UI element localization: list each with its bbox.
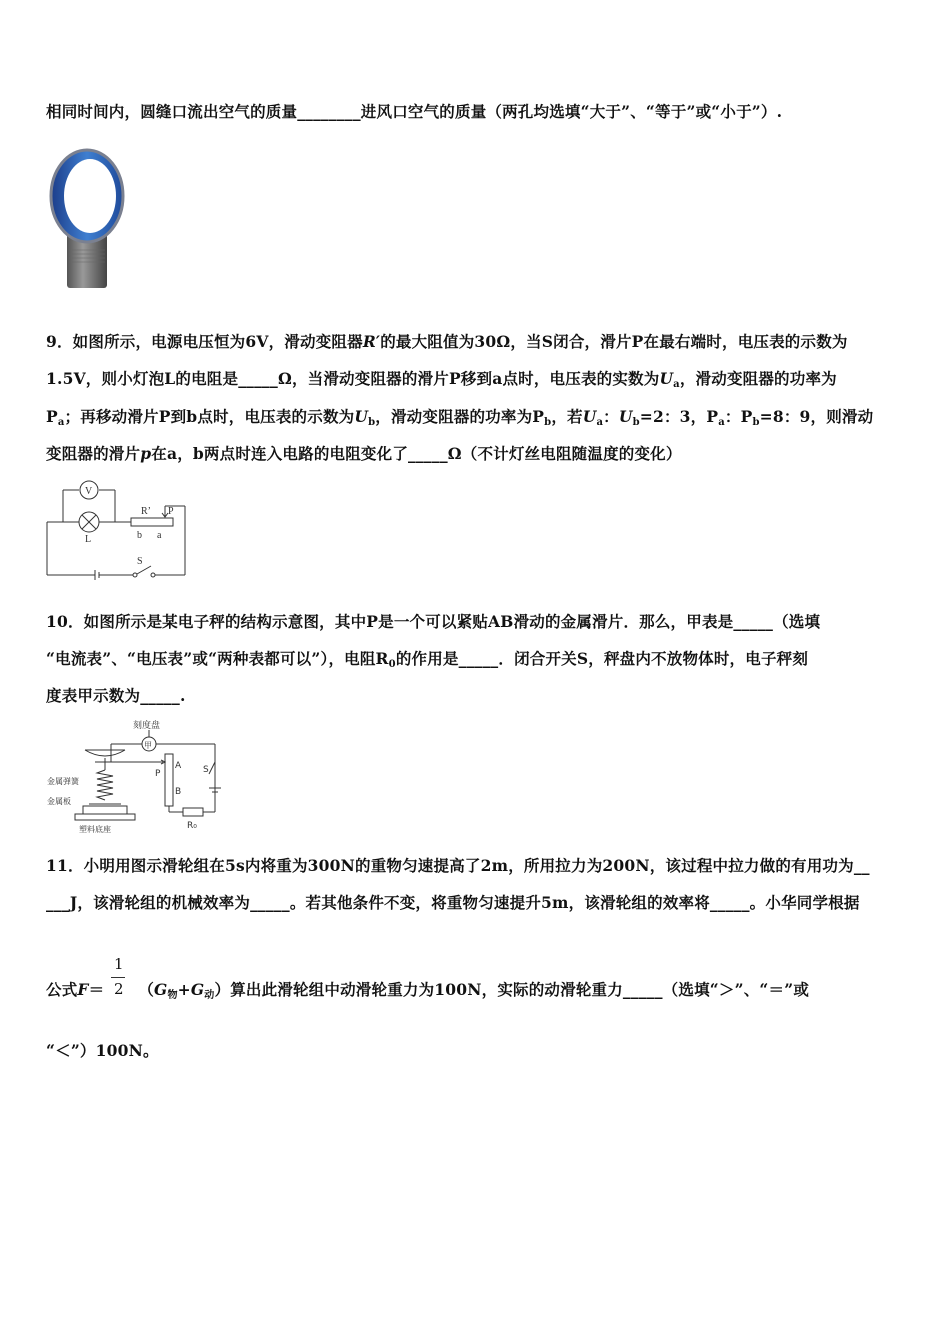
r0-label: R₀ — [187, 821, 197, 831]
q11-symbol-g: G — [190, 980, 205, 999]
point-b-label: B — [175, 787, 182, 797]
spring-label: 金属弹簧 — [47, 777, 79, 786]
q9-text: ；再移动滑片P到b点时，电压表的示数为 — [64, 407, 355, 426]
q10-text: 的作用是_____．闭合开关S，秤盘内不放物体时，电子秤刻 — [395, 649, 809, 668]
rheostat-label: R’ — [141, 506, 151, 517]
q11-text: + — [177, 980, 191, 999]
q9-sub: b — [368, 417, 376, 428]
q11-line-1: 11．小明用图示滑轮组在5s内将重为300N的重物匀速提高了2m，所用拉力为200N，该过程中拉力做的有用功为__ — [46, 856, 870, 875]
q9-text: 9．如图所示，电源电压恒为6V，滑动变阻器 — [46, 332, 363, 351]
plate-label: 金属板 — [47, 797, 71, 806]
q9-text: 1.5V，则小灯泡L的电阻是_____Ω，当滑动变阻器的滑片P移到a点时，电压表的实数为 — [46, 369, 660, 388]
lamp-label: L — [85, 534, 92, 545]
q9-sub: a — [673, 379, 680, 390]
q9-sub: a — [718, 417, 725, 428]
base-label: 塑料底座 — [79, 825, 111, 834]
point-a-label: a — [157, 530, 162, 541]
q9-sub: b — [752, 417, 760, 428]
q10-scale-diagram — [45, 718, 235, 836]
q9-circuit-diagram — [45, 478, 191, 580]
fraction-numerator: 1 — [114, 955, 124, 973]
q9-text: ： — [603, 407, 619, 426]
q11-text: 公式 — [46, 980, 78, 999]
q11-line-2: ___J，该滑轮组的机械效率为_____。若其他条件不变，将重物匀速提升5m，该滑轮组的效率将_____。小华同学根据 — [46, 893, 860, 912]
voltmeter-label: V — [85, 486, 93, 497]
q9-text: ，滑动变阻器的功率为P — [375, 407, 545, 426]
point-a-label: A — [175, 761, 182, 771]
switch-label: S — [137, 556, 143, 567]
q9-line-3 — [46, 407, 873, 433]
dial-label: 刻度盘 — [133, 721, 161, 731]
q10-line-3: 度表甲示数为_____. — [46, 686, 186, 705]
q8-line-1: 相同时间内，圆缝口流出空气的质量________进风口空气的质量（两孔均选填“大于”、“等于”或“小于”）. — [46, 102, 783, 121]
q10-text: “电流表”、“电压表”或“两种表都可以”），电阻R — [46, 649, 389, 668]
q9-symbol-r: R′ — [362, 332, 381, 351]
switch-s-label: S — [203, 765, 209, 775]
bladeless-fan-image — [45, 146, 129, 292]
q11-line-4: “＜”）100N。 — [46, 1041, 159, 1060]
q10-line-1: 10．如图所示是某电子秤的结构示意图，其中P是一个可以紧贴AB滑动的金属滑片．那么，甲表是_____（选填 — [46, 612, 821, 631]
q11-line-3 — [46, 980, 809, 1006]
fraction-bar — [111, 977, 125, 978]
q10-sub: 0 — [388, 659, 396, 670]
q9-symbol-u: U — [354, 407, 369, 426]
slider-label: P — [168, 506, 174, 517]
q9-text: P — [46, 407, 58, 426]
q9-symbol-u: U — [659, 369, 674, 388]
meter-jia-label: 甲 — [144, 741, 152, 750]
q9-sub: b — [632, 417, 640, 428]
q9-sub: a — [57, 417, 65, 428]
q11-sub: 物 — [167, 990, 178, 1001]
q9-text: ，滑动变阻器的功率为 — [679, 369, 837, 388]
q9-text: ，若 — [551, 407, 583, 426]
q11-text: ）算出此滑轮组中动滑轮重力为100N，实际的动滑轮重力_____（选填“＞”、“＝”或 — [214, 980, 810, 999]
q10-line-2 — [46, 649, 808, 675]
q9-text: =8：9，则滑动 — [759, 407, 874, 426]
point-b-label: b — [137, 530, 142, 541]
q9-text: =2：3，P — [639, 407, 719, 426]
q11-symbol-f: F — [77, 980, 89, 999]
q11-text: ＝ — [88, 980, 105, 999]
slider-p-label: P — [155, 769, 161, 779]
q11-sub: 动 — [204, 990, 215, 1001]
q9-text: 变阻器的滑片 — [46, 444, 141, 463]
q11-symbol-g: G — [154, 980, 168, 999]
q9-text: 在a，b两点时连入电路的电阻变化了_____Ω（不计灯丝电阻随温度的变化） — [151, 444, 682, 463]
q9-symbol-p: p — [140, 444, 152, 463]
q9-sub: b — [544, 417, 552, 428]
q9-line-4 — [46, 444, 682, 464]
q9-line-2 — [46, 369, 837, 395]
q9-text: ：P — [724, 407, 753, 426]
q9-sub: a — [596, 417, 604, 428]
fraction-denominator: 2 — [114, 980, 124, 998]
q9-symbol-u: U — [618, 407, 633, 426]
q9-line-1 — [46, 332, 848, 352]
q9-symbol-u: U — [582, 407, 597, 426]
q11-text: （ — [138, 980, 155, 999]
q9-text: 的最大阻值为30Ω，当S闭合，滑片P在最右端时，电压表的示数为 — [380, 332, 848, 351]
